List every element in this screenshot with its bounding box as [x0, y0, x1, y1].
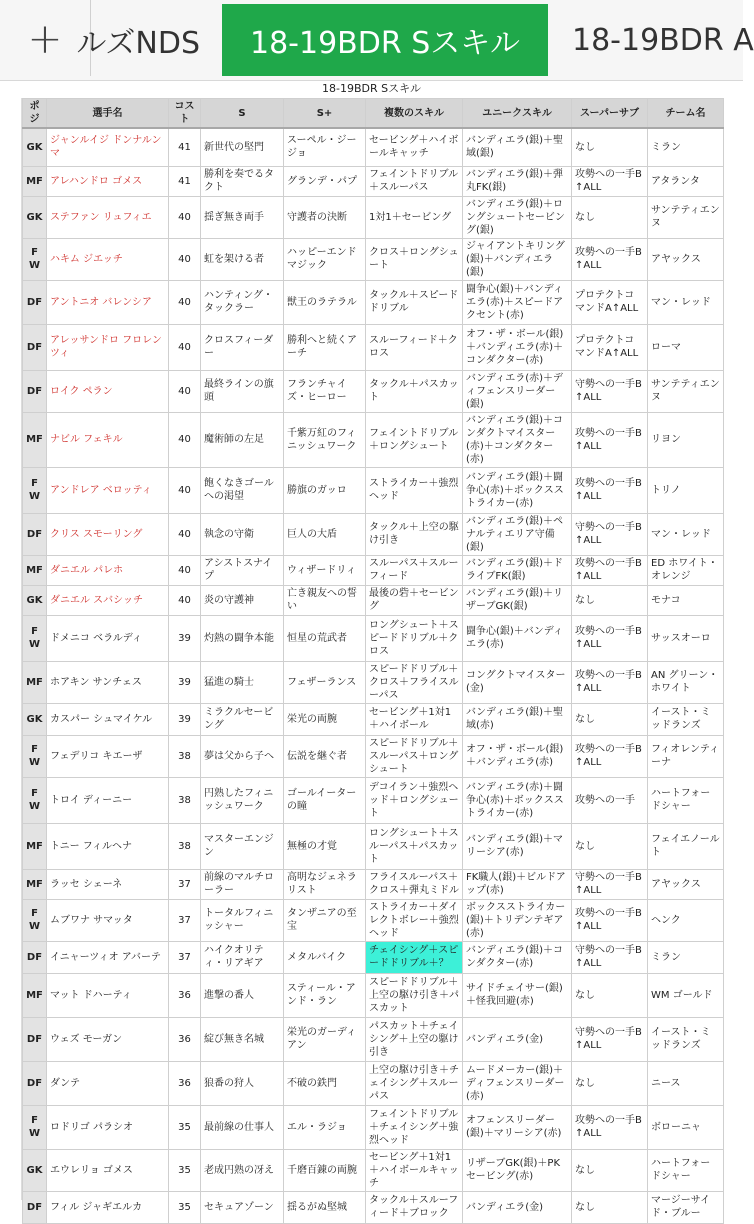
column-header[interactable]: ポジ: [23, 99, 47, 129]
player-name-cell[interactable]: アレハンドロ ゴメス: [47, 166, 169, 196]
s-skill-cell[interactable]: 猛進の騎士: [201, 661, 284, 703]
table-row: [23, 899, 724, 941]
s-plus-skill-cell[interactable]: 栄光の両腕: [284, 703, 366, 735]
tab-previous-sheet[interactable]: [76, 4, 222, 76]
cost-cell[interactable]: 35: [169, 1149, 201, 1191]
player-name-cell[interactable]: マット ドハーティ: [47, 973, 169, 1017]
table-row: [23, 615, 724, 661]
s-plus-skill-cell[interactable]: ゴールイーターの瞳: [284, 777, 366, 823]
position-cell[interactable]: FW: [23, 615, 47, 661]
s-skill-cell[interactable]: 炎の守護神: [201, 585, 284, 615]
s-skill-cell[interactable]: クロスフィーダー: [201, 324, 284, 370]
position-cell[interactable]: MF: [23, 412, 47, 467]
column-header[interactable]: 選手名: [47, 99, 169, 129]
player-name-cell[interactable]: フィル ジャギエルカ: [47, 1191, 169, 1223]
multi-skill-cell[interactable]: タックル＋上空の駆け引き: [366, 513, 463, 555]
super-sub-cell[interactable]: なし: [572, 1191, 648, 1223]
s-skill-cell[interactable]: 灼熱の闘争本能: [201, 615, 284, 661]
cost-cell[interactable]: 40: [169, 370, 201, 412]
table-row: [23, 703, 724, 735]
player-name-cell[interactable]: ロイク ペラン: [47, 370, 169, 412]
unique-skill-cell[interactable]: バンディエラ(金): [463, 1017, 572, 1061]
column-header[interactable]: 複数のスキル: [366, 99, 463, 129]
column-header[interactable]: スーパーサブ: [572, 99, 648, 129]
team-name-cell[interactable]: トリノ: [648, 467, 724, 513]
s-skill-cell[interactable]: 最前線の仕事人: [201, 1105, 284, 1149]
unique-skill-cell[interactable]: オフ・ザ・ボール(銀)＋バンディエラ(赤): [463, 735, 572, 777]
s-skill-cell[interactable]: 飽くなきゴールへの渇望: [201, 467, 284, 513]
team-name-cell[interactable]: ミラン: [648, 941, 724, 973]
player-name-cell[interactable]: ステファン リュフィエ: [47, 196, 169, 238]
s-plus-skill-cell[interactable]: 獣王のラテラル: [284, 280, 366, 324]
sheet-title: 18-19BDR Sスキル: [322, 82, 421, 95]
unique-skill-cell[interactable]: リザーブGK(銀)＋PKセービング(赤): [463, 1149, 572, 1191]
column-header[interactable]: S+: [284, 99, 366, 129]
table-row: [23, 823, 724, 869]
cost-cell[interactable]: 40: [169, 280, 201, 324]
multi-skill-cell[interactable]: スピードドリブル＋クロス＋フライスルーパス: [366, 661, 463, 703]
s-plus-skill-cell[interactable]: 巨人の大盾: [284, 513, 366, 555]
unique-skill-cell[interactable]: FK職人(銀)＋ビルドアップ(赤): [463, 869, 572, 899]
team-name-cell[interactable]: WM ゴールド: [648, 973, 724, 1017]
super-sub-cell[interactable]: なし: [572, 196, 648, 238]
multi-skill-cell[interactable]: 上空の駆け引き＋チェイシング＋スルーパス: [366, 1061, 463, 1105]
cost-cell[interactable]: 39: [169, 703, 201, 735]
table-row: [23, 661, 724, 703]
s-plus-skill-cell[interactable]: フランチャイズ・ヒーロー: [284, 370, 366, 412]
player-name-cell[interactable]: ジャンルイジ ドンナルンマ: [47, 128, 169, 166]
tab-active-sheet[interactable]: [222, 4, 548, 76]
position-cell[interactable]: MF: [23, 555, 47, 585]
table-row: [23, 1191, 724, 1223]
plus-icon: +: [27, 13, 63, 63]
super-sub-cell[interactable]: なし: [572, 823, 648, 869]
s-plus-skill-cell[interactable]: 千磨百錬の両腕: [284, 1149, 366, 1191]
s-skill-cell[interactable]: セキュアゾーン: [201, 1191, 284, 1223]
unique-skill-cell[interactable]: 闘争心(銀)＋バンディエラ(赤): [463, 615, 572, 661]
unique-skill-cell[interactable]: コングクトマイスター(金): [463, 661, 572, 703]
team-name-cell[interactable]: ヘンク: [648, 899, 724, 941]
unique-skill-cell[interactable]: オフ・ザ・ボール(銀)＋バンディエラ(赤)＋コンダクター(赤): [463, 324, 572, 370]
unique-skill-cell[interactable]: バンディエラ(銀)＋聖域(銀): [463, 128, 572, 166]
s-plus-skill-cell[interactable]: 勝利へと続くアーチ: [284, 324, 366, 370]
super-sub-cell[interactable]: 守勢への一手B↑ALL: [572, 370, 648, 412]
player-name-cell[interactable]: トニー フィルヘナ: [47, 823, 169, 869]
player-name-cell[interactable]: クリス スモーリング: [47, 513, 169, 555]
multi-skill-cell[interactable]: フェイントドリブル＋スルーパス: [366, 166, 463, 196]
player-name-cell[interactable]: ウェズ モーガン: [47, 1017, 169, 1061]
multi-skill-cell[interactable]: スピードドリブル＋上空の駆け引き＋パスカット: [366, 973, 463, 1017]
multi-skill-cell[interactable]: ロングシュート＋スルーパス＋パスカット: [366, 823, 463, 869]
s-skill-cell[interactable]: 最終ラインの旗頭: [201, 370, 284, 412]
unique-skill-cell[interactable]: ジャイアントキリング(銀)＋バンディエラ(銀): [463, 238, 572, 280]
s-skill-cell[interactable]: 綻び無き名城: [201, 1017, 284, 1061]
table-row: [23, 166, 724, 196]
cost-cell[interactable]: 40: [169, 513, 201, 555]
player-name-cell[interactable]: アレッサンドロ フロレンツィ: [47, 324, 169, 370]
super-sub-cell[interactable]: 守勢への一手B↑ALL: [572, 869, 648, 899]
cost-cell[interactable]: 38: [169, 823, 201, 869]
team-name-cell[interactable]: AN グリーン・ホワイト: [648, 661, 724, 703]
player-name-cell[interactable]: ラッセ シェーネ: [47, 869, 169, 899]
unique-skill-cell[interactable]: オフェンスリーダー(銀)＋マリーシア(赤): [463, 1105, 572, 1149]
position-cell[interactable]: FW: [23, 735, 47, 777]
s-plus-skill-cell[interactable]: エル・ラジョ: [284, 1105, 366, 1149]
s-skill-cell[interactable]: 新世代の堅門: [201, 128, 284, 166]
player-name-cell[interactable]: ホアキン サンチェス: [47, 661, 169, 703]
s-skill-cell[interactable]: 夢は父から子へ: [201, 735, 284, 777]
team-name-cell[interactable]: マン・レッド: [648, 513, 724, 555]
position-cell[interactable]: FW: [23, 777, 47, 823]
table-row: [23, 1105, 724, 1149]
cost-cell[interactable]: 40: [169, 585, 201, 615]
position-cell[interactable]: DF: [23, 370, 47, 412]
s-skill-cell[interactable]: 魔術師の左足: [201, 412, 284, 467]
table-row: [23, 513, 724, 555]
multi-skill-cell[interactable]: 1対1＋セービング: [366, 196, 463, 238]
multi-skill-cell[interactable]: フェイントドリブル＋チェイシング＋強烈ヘッド: [366, 1105, 463, 1149]
position-cell[interactable]: DF: [23, 513, 47, 555]
tab-next-sheet[interactable]: [572, 4, 754, 76]
cost-cell[interactable]: 40: [169, 196, 201, 238]
super-sub-cell[interactable]: なし: [572, 585, 648, 615]
unique-skill-cell[interactable]: バンディエラ(銀)＋ドライブFK(銀): [463, 555, 572, 585]
cost-cell[interactable]: 40: [169, 555, 201, 585]
position-cell[interactable]: GK: [23, 1149, 47, 1191]
team-name-cell[interactable]: アヤックス: [648, 869, 724, 899]
position-cell[interactable]: MF: [23, 823, 47, 869]
s-plus-skill-cell[interactable]: メタルバイク: [284, 941, 366, 973]
position-cell[interactable]: GK: [23, 128, 47, 166]
s-skill-cell[interactable]: ハンティング・タックラー: [201, 280, 284, 324]
super-sub-cell[interactable]: 守勢への一手B↑ALL: [572, 941, 648, 973]
s-plus-skill-cell[interactable]: 千紫万紅のフィニッシュワーク: [284, 412, 366, 467]
s-skill-cell[interactable]: ハイクオリティ・リアギア: [201, 941, 284, 973]
multi-skill-cell[interactable]: クロス＋ロングシュート: [366, 238, 463, 280]
s-plus-skill-cell[interactable]: 勝旗のガッロ: [284, 467, 366, 513]
table-row: [23, 196, 724, 238]
multi-skill-cell[interactable]: ロングシュート＋スピードドリブル＋クロス: [366, 615, 463, 661]
super-sub-cell[interactable]: 攻勢への一手B↑ALL: [572, 166, 648, 196]
s-plus-skill-cell[interactable]: 不破の鉄門: [284, 1061, 366, 1105]
player-name-cell[interactable]: アンドレア ベロッティ: [47, 467, 169, 513]
unique-skill-cell[interactable]: バンディエラ(銀)＋コンダクトマイスター(赤)＋コンダクター(赤): [463, 412, 572, 467]
team-name-cell[interactable]: アタランタ: [648, 166, 724, 196]
multi-skill-cell[interactable]: セービング＋1対1＋ハイボール: [366, 703, 463, 735]
cost-cell[interactable]: 35: [169, 1191, 201, 1223]
cost-cell[interactable]: 36: [169, 1061, 201, 1105]
multi-skill-cell[interactable]: チェイシング＋スピードドリブル＋？: [366, 941, 463, 973]
position-cell[interactable]: DF: [23, 1017, 47, 1061]
position-cell[interactable]: MF: [23, 166, 47, 196]
header-row: [23, 99, 724, 129]
s-skill-cell[interactable]: 前線のマルチローラー: [201, 869, 284, 899]
super-sub-cell[interactable]: 攻勢への一手B↑ALL: [572, 1105, 648, 1149]
s-skill-cell[interactable]: トータルフィニッシャー: [201, 899, 284, 941]
super-sub-cell[interactable]: 攻勢への一手B↑ALL: [572, 238, 648, 280]
cost-cell[interactable]: 37: [169, 899, 201, 941]
super-sub-cell[interactable]: 攻勢への一手B↑ALL: [572, 467, 648, 513]
player-name-cell[interactable]: ナビル フェキル: [47, 412, 169, 467]
s-skill-cell[interactable]: 老成円熟の冴え: [201, 1149, 284, 1191]
super-sub-cell[interactable]: 攻勢への一手B↑ALL: [572, 412, 648, 467]
unique-skill-cell[interactable]: バンディエラ(金): [463, 1191, 572, 1223]
s-skill-cell[interactable]: 狼番の狩人: [201, 1061, 284, 1105]
unique-skill-cell[interactable]: サイドチェイサー(銀)＋怪我回避(赤): [463, 973, 572, 1017]
s-plus-skill-cell[interactable]: グランデ・パプ: [284, 166, 366, 196]
team-name-cell[interactable]: アヤックス: [648, 238, 724, 280]
unique-skill-cell[interactable]: ボックスストライカー(銀)＋トリデンテギア(赤): [463, 899, 572, 941]
s-plus-skill-cell[interactable]: 亡き親友への誓い: [284, 585, 366, 615]
column-header[interactable]: チーム名: [648, 99, 724, 129]
multi-skill-cell[interactable]: スピードドリブル＋スルーパス＋ロングシュート: [366, 735, 463, 777]
team-name-cell[interactable]: サッスオーロ: [648, 615, 724, 661]
super-sub-cell[interactable]: なし: [572, 1061, 648, 1105]
player-name-cell[interactable]: イニャーツィオ アバーテ: [47, 941, 169, 973]
cost-cell[interactable]: 39: [169, 615, 201, 661]
s-plus-skill-cell[interactable]: フェザーランス: [284, 661, 366, 703]
super-sub-cell[interactable]: 攻勢への一手: [572, 777, 648, 823]
position-cell[interactable]: FW: [23, 467, 47, 513]
team-name-cell[interactable]: フィオレンティーナ: [648, 735, 724, 777]
super-sub-cell[interactable]: 攻勢への一手B↑ALL: [572, 661, 648, 703]
player-name-cell[interactable]: ダニエル スバシッチ: [47, 585, 169, 615]
super-sub-cell[interactable]: プロテクトコマンドA↑ALL: [572, 280, 648, 324]
super-sub-cell[interactable]: なし: [572, 1149, 648, 1191]
position-cell[interactable]: DF: [23, 1191, 47, 1223]
super-sub-cell[interactable]: プロテクトコマンドA↑ALL: [572, 324, 648, 370]
table-row: [23, 585, 724, 615]
s-skill-cell[interactable]: 進撃の番人: [201, 973, 284, 1017]
s-skill-cell[interactable]: ミラクルセービング: [201, 703, 284, 735]
row-gutter: [0, 98, 22, 1200]
s-plus-skill-cell[interactable]: ウィザードリィ: [284, 555, 366, 585]
position-cell[interactable]: MF: [23, 973, 47, 1017]
team-name-cell[interactable]: ハートフォードシャー: [648, 777, 724, 823]
team-name-cell[interactable]: サンテティエンヌ: [648, 196, 724, 238]
multi-skill-cell[interactable]: フライスルーパス＋クロス＋弾丸ミドル: [366, 869, 463, 899]
super-sub-cell[interactable]: なし: [572, 703, 648, 735]
player-name-cell[interactable]: ハキム ジエッチ: [47, 238, 169, 280]
table-row: [23, 973, 724, 1017]
player-name-cell[interactable]: カスパー シュマイケル: [47, 703, 169, 735]
super-sub-cell[interactable]: なし: [572, 973, 648, 1017]
player-name-cell[interactable]: アントニオ バレンシア: [47, 280, 169, 324]
cost-cell[interactable]: 40: [169, 324, 201, 370]
position-cell[interactable]: DF: [23, 941, 47, 973]
column-header[interactable]: コスト: [169, 99, 201, 129]
s-skill-cell[interactable]: 虹を架ける者: [201, 238, 284, 280]
super-sub-cell[interactable]: 守勢への一手B↑ALL: [572, 513, 648, 555]
super-sub-cell[interactable]: 攻勢への一手B↑ALL: [572, 555, 648, 585]
player-name-cell[interactable]: ムブワナ サマッタ: [47, 899, 169, 941]
multi-skill-cell[interactable]: フェイントドリブル＋ロングシュート: [366, 412, 463, 467]
unique-skill-cell[interactable]: ムードメーカー(銀)＋ディフェンスリーダー(赤): [463, 1061, 572, 1105]
s-skill-cell[interactable]: 勝利を奏でるタクト: [201, 166, 284, 196]
s-plus-skill-cell[interactable]: スーペル・ジージョ: [284, 128, 366, 166]
team-name-cell[interactable]: イースト・ミッドランズ: [648, 1017, 724, 1061]
sheet-tab-bar: [0, 0, 754, 81]
s-plus-skill-cell[interactable]: 守護者の決断: [284, 196, 366, 238]
tab-label: 18-19BDR A: [572, 22, 754, 58]
unique-skill-cell[interactable]: バンディエラ(赤)＋闘争心(赤)＋ボックスストライカー(赤): [463, 777, 572, 823]
table-row: [23, 324, 724, 370]
table-row: [23, 941, 724, 973]
super-sub-cell[interactable]: 守勢への一手B↑ALL: [572, 1017, 648, 1061]
table-row: [23, 128, 724, 166]
super-sub-cell[interactable]: 攻勢への一手B↑ALL: [572, 735, 648, 777]
tab-label: ルズNDS: [76, 26, 200, 61]
unique-skill-cell[interactable]: バンディエラ(銀)＋コンダクター(赤): [463, 941, 572, 973]
multi-skill-cell[interactable]: スルーパス＋スルーフィード: [366, 555, 463, 585]
s-plus-skill-cell[interactable]: 無極の才覚: [284, 823, 366, 869]
cost-cell[interactable]: 35: [169, 1105, 201, 1149]
team-name-cell[interactable]: イースト・ミッドランズ: [648, 703, 724, 735]
s-skill-cell[interactable]: 執念の守衛: [201, 513, 284, 555]
unique-skill-cell[interactable]: バンディエラ(銀)＋聖域(赤): [463, 703, 572, 735]
cost-cell[interactable]: 40: [169, 467, 201, 513]
multi-skill-cell[interactable]: セービング＋ハイボールキャッチ: [366, 128, 463, 166]
multi-skill-cell[interactable]: パスカット＋チェイシング＋上空の駆け引き: [366, 1017, 463, 1061]
player-name-cell[interactable]: フェデリコ キエーザ: [47, 735, 169, 777]
super-sub-cell[interactable]: 攻勢への一手B↑ALL: [572, 899, 648, 941]
column-header[interactable]: ユニークスキル: [463, 99, 572, 129]
cost-cell[interactable]: 40: [169, 412, 201, 467]
position-cell[interactable]: MF: [23, 869, 47, 899]
player-name-cell[interactable]: ダニエル パレホ: [47, 555, 169, 585]
cost-cell[interactable]: 38: [169, 735, 201, 777]
team-name-cell[interactable]: マージーサイド・ブルー: [648, 1191, 724, 1223]
team-name-cell[interactable]: ローマ: [648, 324, 724, 370]
unique-skill-cell[interactable]: バンディエラ(銀)＋闘争心(赤)＋ボックスストライカー(赤): [463, 467, 572, 513]
team-name-cell[interactable]: モナコ: [648, 585, 724, 615]
table-row: [23, 555, 724, 585]
s-skill-cell[interactable]: マスターエンジン: [201, 823, 284, 869]
position-cell[interactable]: DF: [23, 324, 47, 370]
table-row: [23, 1149, 724, 1191]
s-plus-skill-cell[interactable]: タンザニアの至宝: [284, 899, 366, 941]
cost-cell[interactable]: 37: [169, 869, 201, 899]
s-plus-skill-cell[interactable]: ハッピーエンドマジック: [284, 238, 366, 280]
team-name-cell[interactable]: ボローニャ: [648, 1105, 724, 1149]
position-cell[interactable]: GK: [23, 703, 47, 735]
column-header[interactable]: S: [201, 99, 284, 129]
super-sub-cell[interactable]: なし: [572, 128, 648, 166]
cost-cell[interactable]: 39: [169, 661, 201, 703]
table-row: [23, 1061, 724, 1105]
unique-skill-cell[interactable]: バンディエラ(赤)＋ディフェンスリーダー(銀): [463, 370, 572, 412]
cost-cell[interactable]: 37: [169, 941, 201, 973]
player-name-cell[interactable]: トロイ ディーニー: [47, 777, 169, 823]
position-cell[interactable]: FW: [23, 238, 47, 280]
multi-skill-cell[interactable]: ストライカー＋ダイレクトボレー＋強烈ヘッド: [366, 899, 463, 941]
multi-skill-cell[interactable]: デコイラン＋強烈ヘッド＋ロングシュート: [366, 777, 463, 823]
table-row: [23, 869, 724, 899]
multi-skill-cell[interactable]: 最後の砦＋セービング: [366, 585, 463, 615]
cost-cell[interactable]: 40: [169, 238, 201, 280]
multi-skill-cell[interactable]: セービング＋1対1＋ハイボールキャッチ: [366, 1149, 463, 1191]
player-name-cell[interactable]: ダンテ: [47, 1061, 169, 1105]
multi-skill-cell[interactable]: スルーフィード＋クロス: [366, 324, 463, 370]
s-plus-skill-cell[interactable]: 栄光のガーディアン: [284, 1017, 366, 1061]
tab-label: 18-19BDR Sスキル: [250, 26, 520, 61]
cost-cell[interactable]: 36: [169, 1017, 201, 1061]
multi-skill-cell[interactable]: ストライカー＋強烈ヘッド: [366, 467, 463, 513]
team-name-cell[interactable]: ED ホワイト・オレンジ: [648, 555, 724, 585]
team-name-cell[interactable]: マン・レッド: [648, 280, 724, 324]
player-name-cell[interactable]: エウレリョ ゴメス: [47, 1149, 169, 1191]
s-plus-skill-cell[interactable]: 伝説を継ぐ者: [284, 735, 366, 777]
table-row: [23, 467, 724, 513]
unique-skill-cell[interactable]: バンディエラ(銀)＋リザーブGK(銀): [463, 585, 572, 615]
skills-table: [22, 98, 724, 1224]
s-plus-skill-cell[interactable]: 揺るがぬ堅城: [284, 1191, 366, 1223]
team-name-cell[interactable]: サンテティエンヌ: [648, 370, 724, 412]
position-cell[interactable]: DF: [23, 280, 47, 324]
table-row: [23, 370, 724, 412]
multi-skill-cell[interactable]: タックル＋スピードドリブル: [366, 280, 463, 324]
team-name-cell[interactable]: リヨン: [648, 412, 724, 467]
s-plus-skill-cell[interactable]: 高明なジェネラリスト: [284, 869, 366, 899]
table-row: [23, 280, 724, 324]
multi-skill-cell[interactable]: タックル＋スルーフィード＋ブロック: [366, 1191, 463, 1223]
table-row: [23, 412, 724, 467]
s-plus-skill-cell[interactable]: スティール・アンド・ラン: [284, 973, 366, 1017]
s-skill-cell[interactable]: 円熟したフィニッシュワーク: [201, 777, 284, 823]
s-skill-cell[interactable]: アシストスナイプ: [201, 555, 284, 585]
cost-cell[interactable]: 38: [169, 777, 201, 823]
multi-skill-cell[interactable]: タックル＋パスカット: [366, 370, 463, 412]
table-row: [23, 238, 724, 280]
position-cell[interactable]: MF: [23, 661, 47, 703]
cost-cell[interactable]: 36: [169, 973, 201, 1017]
team-name-cell[interactable]: ニース: [648, 1061, 724, 1105]
s-plus-skill-cell[interactable]: 恒星の荒武者: [284, 615, 366, 661]
position-cell[interactable]: GK: [23, 585, 47, 615]
team-name-cell[interactable]: フェイエノールト: [648, 823, 724, 869]
cost-cell[interactable]: 41: [169, 166, 201, 196]
s-skill-cell[interactable]: 揺ぎ無き両手: [201, 196, 284, 238]
team-name-cell[interactable]: ハートフォードシャー: [648, 1149, 724, 1191]
position-cell[interactable]: DF: [23, 1061, 47, 1105]
unique-skill-cell[interactable]: 闘争心(銀)＋バンディエラ(赤)＋スピードアクセント(赤): [463, 280, 572, 324]
table-row: [23, 735, 724, 777]
unique-skill-cell[interactable]: バンディエラ(銀)＋マリーシア(赤): [463, 823, 572, 869]
position-cell[interactable]: GK: [23, 196, 47, 238]
player-name-cell[interactable]: ロドリゴ パラシオ: [47, 1105, 169, 1149]
table-row: [23, 1017, 724, 1061]
table-row: [23, 777, 724, 823]
unique-skill-cell[interactable]: バンディエラ(銀)＋ペナルティエリア守備(銀): [463, 513, 572, 555]
team-name-cell[interactable]: ミラン: [648, 128, 724, 166]
player-name-cell[interactable]: ドメニコ ベラルディ: [47, 615, 169, 661]
position-cell[interactable]: FW: [23, 1105, 47, 1149]
cost-cell[interactable]: 41: [169, 128, 201, 166]
unique-skill-cell[interactable]: バンディエラ(銀)＋ロングシュートセービング(銀): [463, 196, 572, 238]
super-sub-cell[interactable]: 攻勢への一手B↑ALL: [572, 615, 648, 661]
position-cell[interactable]: FW: [23, 899, 47, 941]
unique-skill-cell[interactable]: バンディエラ(銀)＋弾丸FK(銀): [463, 166, 572, 196]
